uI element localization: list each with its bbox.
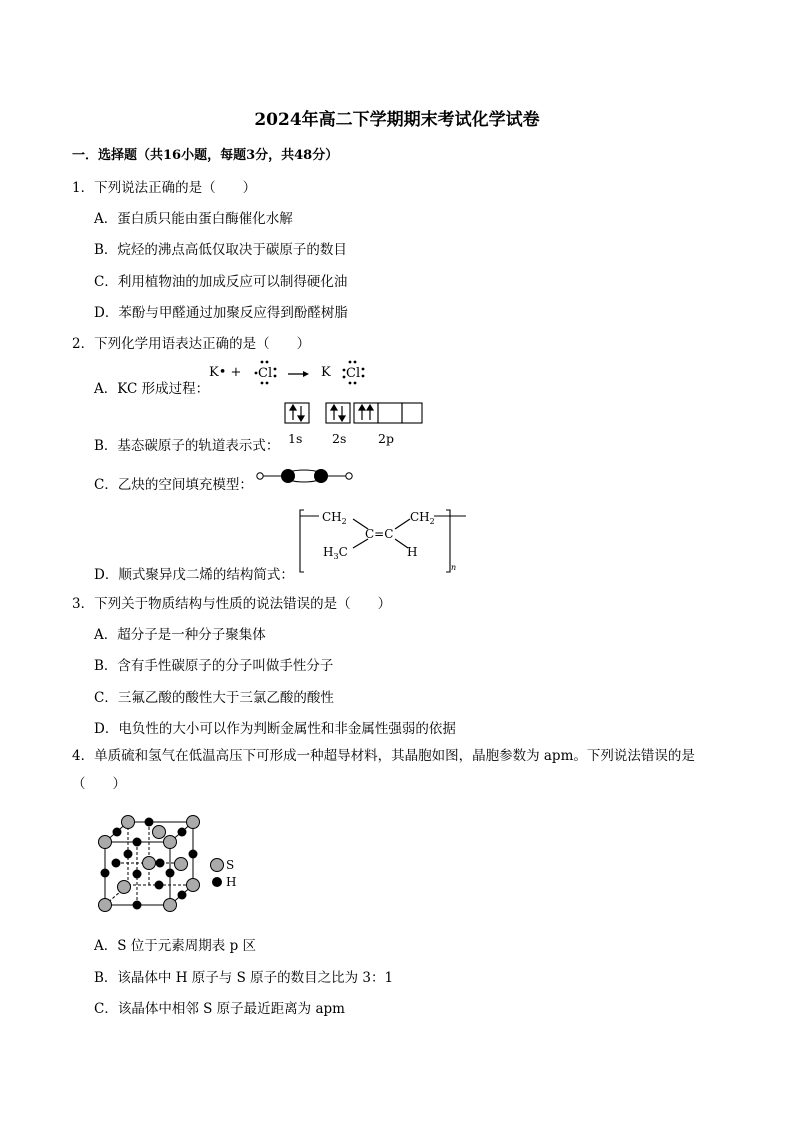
section-heading: 一．选择题（共16小题，每题3分，共48分） (72, 148, 339, 163)
k-symbol: K (321, 365, 331, 380)
question-1-stem: 1．下列说法正确的是（ ） (72, 180, 257, 196)
cis-polyisoprene-structure (296, 500, 476, 580)
question-4-option-c: C．该晶体中相邻 S 原子最近距离为 apm (94, 1001, 345, 1017)
question-3-option-c: C．三氟乙酸的酸性大于三氯乙酸的酸性 (94, 690, 334, 706)
electron-arrow-icon (290, 405, 373, 421)
question-3-option-a: A．超分子是一种分子聚集体 (94, 627, 266, 643)
crystal-cell-diagram (95, 812, 245, 917)
question-2-option-c: C．乙炔的空间填充模型： (94, 477, 253, 493)
ch3-group: $H_3C$ (323, 545, 348, 561)
orbital-label-2p: 2p (378, 431, 394, 446)
double-bond-cc: C=C (365, 527, 394, 541)
question-1-option-c: C．利用植物油的加成反应可以制得硬化油 (94, 274, 348, 290)
question-1-option-b: B．烷烃的沸点高低仅取决于碳原子的数目 (94, 242, 347, 258)
question-2-stem: 2．下列化学用语表达正确的是（ ） (72, 336, 311, 352)
question-3-option-b: B．含有手性碳原子的分子叫做手性分子 (94, 658, 334, 674)
repeat-n: n (451, 563, 457, 572)
cl-electron-dot-left (255, 361, 277, 385)
acetylene-space-filling-model (255, 466, 355, 486)
arrow-icon (288, 371, 309, 377)
legend-h-label: H (226, 875, 237, 889)
question-3-option-d: D．电负性的大小可以作为判断金属性和非金属性强弱的依据 (94, 721, 456, 737)
kcl-formation-diagram (205, 356, 385, 392)
cl-symbol: Cl (258, 366, 273, 381)
orbital-label-1s: 1s (288, 431, 303, 446)
question-4-option-a: A．S 位于元素周期表 p 区 (94, 938, 257, 954)
cl-electron-dot-right (343, 361, 365, 385)
question-1-option-a: A．蛋白质只能由蛋白酶催化水解 (94, 211, 293, 227)
legend-s-marker (211, 859, 224, 872)
h-atom: H (407, 545, 418, 559)
orbital-diagram (282, 400, 432, 450)
question-1-option-d: D．苯酚与甲醛通过加聚反应得到酚醛树脂 (94, 305, 348, 321)
legend-s-label: S (226, 858, 235, 872)
legend-h-marker (212, 877, 222, 887)
question-4-stem: 4．单质硫和氢气在低温高压下可形成一种超导材料，其晶胞如图，晶胞参数为 apm。下列说法错误的是（ ） (72, 748, 695, 792)
question-4-option-b: B．该晶体中 H 原子与 S 原子的数目之比为 3：1 (94, 970, 394, 986)
question-2-option-a: A．KC 形成过程： (94, 381, 210, 397)
cl-symbol: Cl (346, 366, 361, 381)
question-2-option-d: D．顺式聚异戊二烯的结构简式： (94, 567, 294, 583)
ch2-left: $CH_2$ (322, 510, 347, 526)
ch2-right: $CH_2$ (410, 510, 435, 526)
k-dot-plus: K• + (209, 365, 242, 380)
question-3-stem: 3．下列关于物质结构与性质的说法错误的是（ ） (72, 596, 392, 612)
page-title: 2024年高二下学期期末考试化学试卷 (254, 110, 540, 130)
orbital-label-2s: 2s (332, 431, 347, 446)
question-2-option-b: B．基态碳原子的轨道表示式： (94, 438, 280, 454)
